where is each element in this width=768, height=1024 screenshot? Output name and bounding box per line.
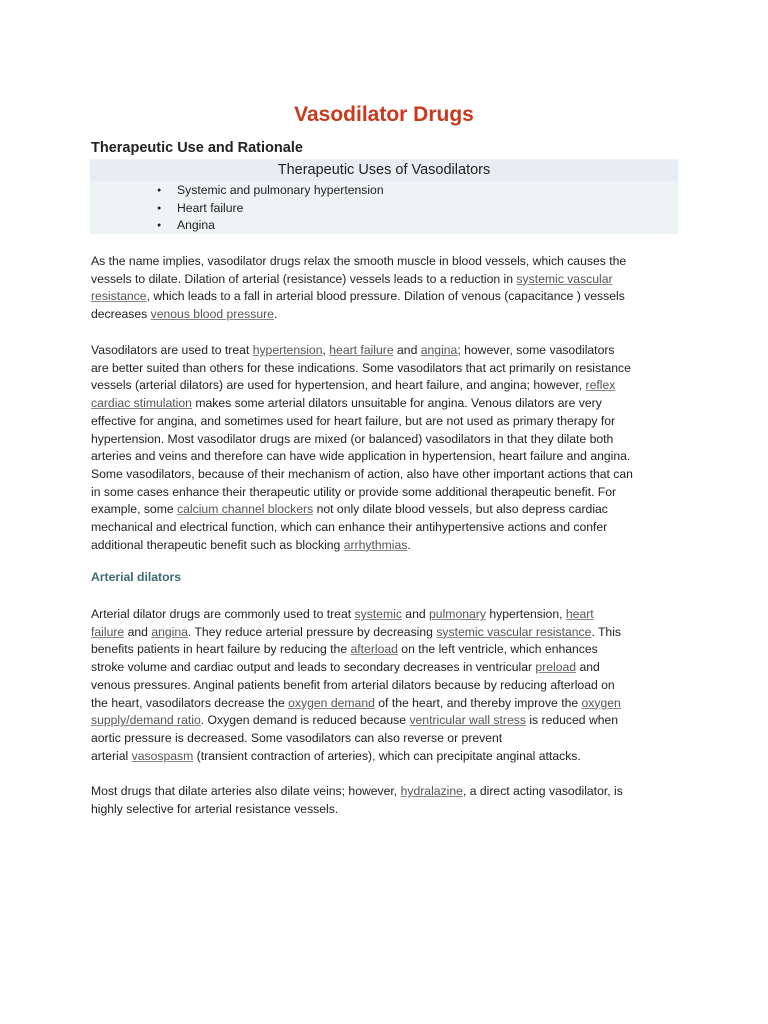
link-arrhythmias[interactable]: arrhythmias <box>343 537 408 552</box>
section-heading-arterial-dilators: Arterial dilators <box>91 570 182 584</box>
link-angina[interactable]: angina <box>151 624 188 639</box>
text: hypertension. Most vasodilator drugs are mixed (or balanced) vasodilators in that they dilate both <box>91 431 614 446</box>
link-oxygen-supply-demand-ratio[interactable]: oxygen <box>581 695 621 710</box>
paragraph-arterial-dilators <box>91 606 691 765</box>
link-preload[interactable]: preload <box>535 660 577 675</box>
link-hypertension[interactable]: hypertension <box>252 343 323 357</box>
list-item: ● Systemic and pulmonary hypertension <box>157 182 384 200</box>
link-heart-failure[interactable]: failure <box>91 624 125 639</box>
text: (transient contraction of arteries), which can precipitate anginal attacks. <box>193 748 581 763</box>
link-hydralazine[interactable]: hydralazine <box>400 784 463 798</box>
link-oxygen-supply-demand-ratio[interactable]: supply/demand ratio <box>91 713 201 728</box>
paragraph-uses <box>91 342 691 554</box>
text: additional therapeutic benefit such as blocking <box>91 537 344 552</box>
link-systemic-vascular-resistance[interactable]: resistance <box>91 289 147 304</box>
text: and <box>576 660 600 675</box>
text: aortic pressure is decreased. Some vasodilators can also reverse or prevent <box>91 730 503 745</box>
uses-heading: Therapeutic Uses of Vasodilators <box>90 160 678 181</box>
paragraph-hydralazine <box>91 783 691 818</box>
text: and <box>393 343 421 357</box>
text: not only dilate blood vessels, but also depress cardiac <box>313 502 608 517</box>
text: effective for angina, and sometimes used for heart failure, but are not used as primary therapy for <box>91 413 616 428</box>
text: Arterial dilator drugs are commonly used to treat <box>91 607 355 621</box>
text: As the name implies, vasodilator drugs relax the smooth muscle in blood vessels, which causes the <box>91 254 627 268</box>
link-systemic-vascular-resistance[interactable]: systemic vascular <box>516 271 613 286</box>
link-systemic-vascular-resistance[interactable]: systemic vascular resistance <box>436 624 592 639</box>
link-systemic[interactable]: systemic <box>354 607 402 621</box>
link-calcium-channel-blockers[interactable]: calcium channel blockers <box>177 502 314 517</box>
text: on the left ventricle, which enhances <box>397 642 598 657</box>
text: . They reduce arterial pressure by decreasing <box>187 624 437 639</box>
text: . This <box>591 624 622 639</box>
text: decreases <box>91 307 151 322</box>
text: Vasodilators are used to treat <box>91 343 253 357</box>
paragraph-intro <box>91 253 691 324</box>
text: arterial <box>91 748 132 763</box>
link-reflex-cardiac-stimulation[interactable]: reflex <box>585 378 616 393</box>
text: . <box>407 537 411 552</box>
text: are better suited than others for these indications. Some vasodilators that act primarily on resistance <box>91 360 631 375</box>
link-pulmonary[interactable]: pulmonary <box>429 607 486 621</box>
list-item: ● Angina <box>157 217 384 235</box>
text: vessels (arterial dilators) are used for hypertension, and heart failure, and angina; however, <box>91 378 586 393</box>
section-subtitle: Therapeutic Use and Rationale <box>91 140 303 156</box>
text: venous pressures. Anginal patients benefit from arterial dilators because by reducing afterload on <box>91 677 615 692</box>
text: hypertension, <box>485 607 566 621</box>
text: example, some <box>91 502 178 517</box>
link-heart-failure[interactable]: heart <box>565 607 594 621</box>
uses-list <box>157 182 384 235</box>
text: in some cases enhance their therapeutic utility or provide some additional therapeutic benefit. For <box>91 484 617 499</box>
text: Most drugs that dilate arteries also dilate veins; however, <box>91 784 401 798</box>
list-item: ● Heart failure <box>157 200 384 218</box>
text: the heart, vasodilators decrease the <box>91 695 289 710</box>
text: . <box>273 307 278 322</box>
text: is reduced when <box>525 713 619 728</box>
text: makes some arterial dilators unsuitable for angina. Venous dilators are very <box>191 396 602 411</box>
link-angina[interactable]: angina <box>420 343 458 357</box>
text: vessels to dilate. Dilation of arterial (resistance) vessels leads to a reduction in <box>91 271 517 286</box>
link-venous-blood-pressure[interactable]: venous blood pressure <box>150 307 274 322</box>
text: , <box>322 343 330 357</box>
page-title: Vasodilator Drugs <box>294 103 474 126</box>
text: of the heart, and thereby improve the <box>374 695 582 710</box>
text: mechanical and electrical function, which can enhance their antihypertensive actions and confer <box>91 520 608 535</box>
text: stroke volume and cardiac output and leads to secondary decreases in ventricular <box>91 660 536 675</box>
text: . Oxygen demand is reduced because <box>200 713 410 728</box>
text: ; however, some vasodilators <box>457 343 615 357</box>
text: arteries and veins and therefore can have wide application in hypertension, heart failure and angina. <box>91 449 631 464</box>
link-afterload[interactable]: afterload <box>350 642 398 657</box>
link-reflex-cardiac-stimulation[interactable]: cardiac stimulation <box>91 396 192 411</box>
link-ventricular-wall-stress[interactable]: ventricular wall stress <box>409 713 526 728</box>
text: benefits patients in heart failure by reducing the <box>91 642 351 657</box>
link-vasospasm[interactable]: vasospasm <box>131 748 194 763</box>
text: Some vasodilators, because of their mechanism of action, also have other important actions that can <box>91 466 633 481</box>
text: and <box>401 607 430 621</box>
link-oxygen-demand[interactable]: oxygen demand <box>288 695 375 710</box>
text: , which leads to a fall in arterial blood pressure. Dilation of venous (capacitance ) vessels <box>146 289 625 304</box>
text: , a direct acting vasodilator, is <box>462 784 623 798</box>
text: highly selective for arterial resistance vessels. <box>91 801 339 816</box>
text: and <box>124 624 152 639</box>
link-heart-failure[interactable]: heart failure <box>329 343 394 357</box>
